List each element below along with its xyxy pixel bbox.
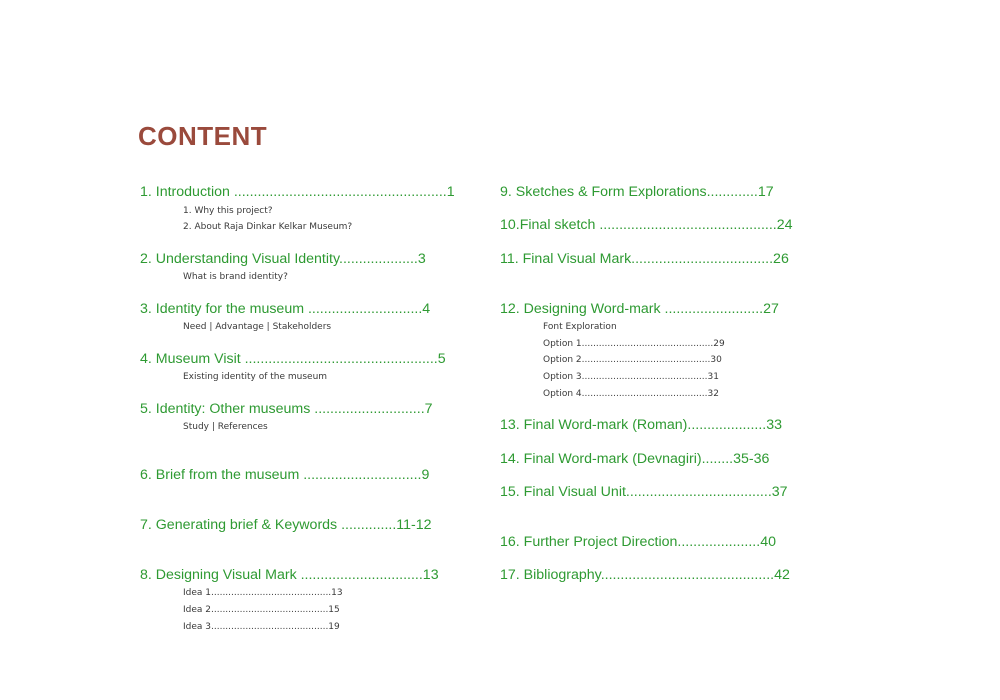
toc-entry-brief: 6. Brief from the museum ..............................9 [140, 467, 430, 483]
toc-subentry: Need | Advantage | Stakeholders [183, 322, 332, 332]
toc-entry-project-direction: 16. Further Project Direction.....................40 [500, 534, 776, 550]
toc-entry-museum-visit: 4. Museum Visit .................................................5 [140, 351, 446, 367]
toc-entry-visual-identity: 2. Understanding Visual Identity....................3 [140, 251, 426, 267]
toc-entry-final-visual-mark: 11. Final Visual Mark....................................26 [500, 251, 789, 267]
toc-entry-visual-unit: 15. Final Visual Unit.....................................37 [500, 484, 788, 500]
toc-subentry: 1. Why this project? [183, 206, 273, 216]
toc-entry-other-museums: 5. Identity: Other museums ............................7 [140, 401, 433, 417]
toc-subentry: Study | References [183, 422, 268, 432]
toc-entry-word-mark: 12. Designing Word-mark .........................27 [500, 301, 779, 317]
toc-subentry: Option 4............................................32 [543, 389, 719, 399]
toc-entry-word-mark-roman: 13. Final Word-mark (Roman)....................33 [500, 417, 782, 433]
toc-subentry: What is brand identity? [183, 272, 288, 282]
toc-subentry: Idea 1..........................................13 [183, 588, 343, 598]
toc-entry-sketches: 9. Sketches & Form Explorations.............17 [500, 184, 774, 200]
page-title: CONTENT [138, 121, 268, 151]
toc-subentry: Option 1..............................................29 [543, 339, 725, 349]
toc-entry-bibliography: 17. Bibliography............................................42 [500, 567, 790, 583]
toc-entry-final-sketch: 10.Final sketch .............................................24 [500, 217, 793, 233]
toc-subentry: 2. About Raja Dinkar Kelkar Museum? [183, 222, 353, 232]
toc-entry-word-mark-devnagiri: 14. Final Word-mark (Devnagiri)........35-36 [500, 451, 770, 467]
toc-subentry: Font Exploration [543, 322, 617, 332]
toc-entry-identity-museum: 3. Identity for the museum .............................4 [140, 301, 431, 317]
toc-subentry: Idea 2.........................................15 [183, 605, 340, 615]
toc-subentry: Existing identity of the museum [183, 372, 328, 382]
toc-subentry: Option 3............................................31 [543, 372, 719, 382]
toc-subentry: Option 2.............................................30 [543, 355, 722, 365]
toc-subentry: Idea 3.........................................19 [183, 622, 340, 632]
toc-entry-introduction: 1. Introduction ......................................................1 [140, 184, 455, 200]
toc-entry-keywords: 7. Generating brief & Keywords ..............11-12 [140, 517, 432, 533]
toc-entry-visual-mark: 8. Designing Visual Mark ...............................13 [140, 567, 439, 583]
